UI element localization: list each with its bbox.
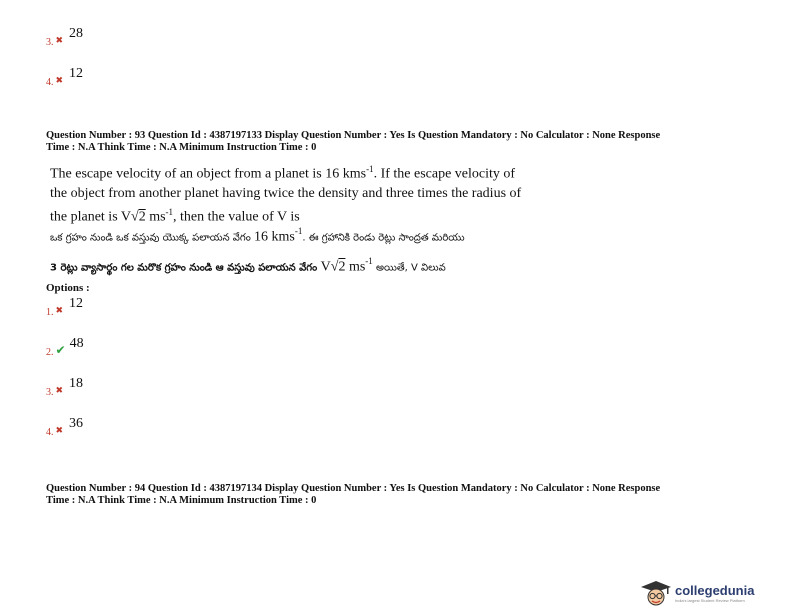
radicand: 2 bbox=[138, 209, 146, 225]
correct-check-icon: ✔ bbox=[55, 343, 66, 357]
text-segment: The escape velocity of an object from a planet is 16 kms bbox=[50, 166, 367, 182]
q93-meta-line1: Question Number : 93 Question Id : 4387197133 Display Question Number : Yes Is Question Mandatory : No Calculator : None Response bbox=[46, 130, 661, 141]
text-segment: the planet is V bbox=[50, 209, 132, 225]
wrong-cross-icon: ✖ bbox=[55, 426, 64, 436]
superscript: -1 bbox=[294, 226, 303, 236]
option-value: 18 bbox=[69, 376, 84, 391]
option-number: 4. bbox=[46, 77, 54, 88]
text-segment: . If the escape velocity of bbox=[373, 166, 516, 182]
logo-tagline: India's largest Student Review Platform bbox=[675, 598, 745, 603]
q94-meta bbox=[46, 483, 660, 507]
prev-option-4 bbox=[46, 66, 84, 88]
superscript: -1 bbox=[366, 164, 374, 174]
q93-text-line3 bbox=[50, 203, 521, 227]
q93-option-1 bbox=[46, 296, 84, 318]
graduate-mascot-icon bbox=[640, 580, 672, 606]
option-number: 1. bbox=[46, 307, 54, 318]
options-label: Options : bbox=[46, 282, 90, 294]
wrong-cross-icon: ✖ bbox=[55, 36, 64, 46]
q93-question-text bbox=[50, 160, 521, 226]
text-segment: ms bbox=[345, 259, 366, 275]
option-number: 3. bbox=[46, 387, 54, 398]
q93-text-line2: the object from another planet having twice the density and three times the radius of bbox=[50, 185, 522, 201]
telugu-text: ఒక గ్రహం నుండి ఒక వస్తువు యొక్క పలాయన వేగం bbox=[50, 232, 254, 244]
wrong-cross-icon: ✖ bbox=[55, 76, 64, 86]
prev-option-3 bbox=[46, 26, 84, 48]
wrong-cross-icon: ✖ bbox=[55, 306, 64, 316]
option-number: 2. bbox=[46, 347, 54, 358]
q93-option-3 bbox=[46, 376, 84, 398]
superscript: -1 bbox=[365, 256, 373, 266]
text-segment: , then the value of V is bbox=[173, 209, 300, 225]
telugu-text: 3 రెట్లు వ్యాసార్థం గల మరొక గ్రహం నుండి ఆ వస్తువు పలాయన వేగం bbox=[50, 262, 321, 274]
q93-meta bbox=[46, 130, 660, 154]
text-segment: 16 kms bbox=[253, 229, 295, 245]
option-value: 28 bbox=[69, 26, 84, 41]
collegedunia-logo bbox=[640, 580, 754, 606]
option-number: 3. bbox=[46, 37, 54, 48]
telugu-text: . ఈ గ్రహానికి రెండు రెట్లు సాంద్రత మరియు bbox=[302, 232, 465, 244]
superscript: -1 bbox=[165, 206, 174, 217]
q93-telugu-line2 bbox=[50, 256, 446, 276]
text-segment: V bbox=[320, 259, 331, 275]
q93-text-line1 bbox=[50, 160, 521, 184]
text-segment: ms bbox=[145, 209, 166, 225]
option-value: 36 bbox=[69, 416, 84, 431]
option-number: 4. bbox=[46, 427, 54, 438]
q93-telugu-line1 bbox=[50, 226, 465, 246]
logo-name: collegedunia bbox=[675, 583, 755, 598]
option-value: 12 bbox=[69, 66, 84, 81]
q94-meta-line1: Question Number : 94 Question Id : 4387197134 Display Question Number : Yes Is Question Mandatory : No Calculator : None Response bbox=[46, 483, 661, 494]
wrong-cross-icon: ✖ bbox=[55, 386, 64, 396]
q93-option-4 bbox=[46, 416, 84, 438]
option-value: 48 bbox=[69, 336, 84, 351]
radicand: 2 bbox=[338, 259, 346, 275]
option-value: 12 bbox=[69, 296, 84, 311]
q93-meta-line2: Time : N.A Think Time : N.A Minimum Instruction Time : 0 bbox=[46, 142, 317, 153]
telugu-text: అయితే, V విలువ bbox=[372, 262, 446, 274]
sqrt-symbol: √ bbox=[330, 259, 339, 275]
q94-meta-line2: Time : N.A Think Time : N.A Minimum Instruction Time : 0 bbox=[46, 495, 317, 506]
q93-option-2 bbox=[46, 336, 84, 358]
sqrt-symbol: √ bbox=[131, 209, 139, 225]
